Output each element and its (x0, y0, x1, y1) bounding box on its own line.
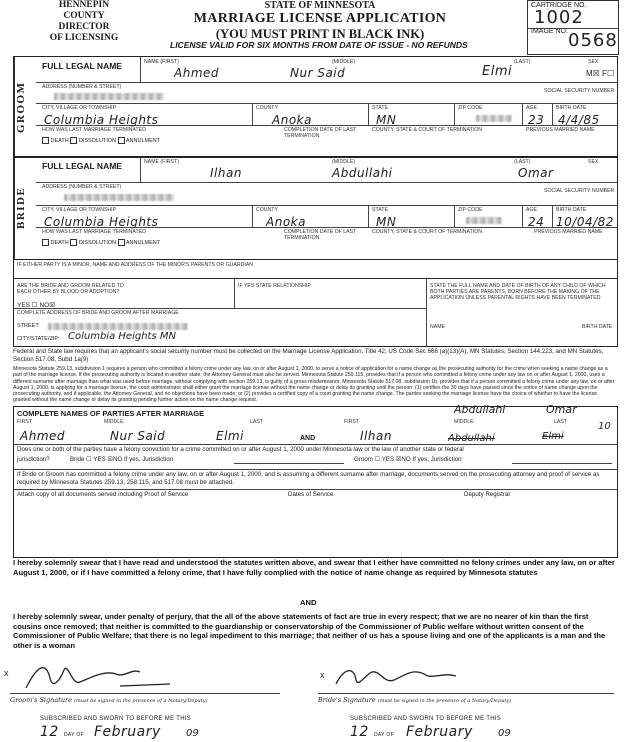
sig-note: (must be signed in the presence of a Notary/Deputy) (377, 698, 512, 704)
groom-sex-label: SEX (588, 59, 599, 65)
after-middle-label: MIDDLE (104, 419, 124, 425)
bride-zip-label: ZIP CODE (458, 207, 483, 213)
and-separator: AND (300, 598, 317, 607)
divider (36, 227, 617, 228)
bride-subscribed: SUBSCRIBED AND SWORN TO BEFORE ME THIS (350, 716, 502, 722)
groom-county-label: COUNTY (256, 105, 278, 111)
groom-completion-label: COMPLETION DATE OF LAST TERMINATION (284, 127, 357, 139)
divider (252, 205, 253, 227)
after-last-label: LAST (250, 419, 263, 425)
option-label: DISSOLUTION (78, 239, 117, 246)
bride-city-label: CITY, VILLAGE OR TOWNSHIP (42, 207, 117, 213)
groom-day-of: DAY OF (64, 732, 84, 738)
bride-section (13, 156, 618, 260)
bride-county: Anoka (266, 215, 306, 229)
groom-first-name: Ahmed (174, 66, 220, 80)
relationship-label: IF YES STATE RELATIONSHIP (238, 283, 311, 289)
checkbox[interactable] (118, 137, 125, 144)
divider (14, 489, 617, 490)
bride-first-label: NAME (FIRST) (144, 159, 179, 165)
divider (234, 278, 235, 308)
bride-new-first: Ilhan (360, 429, 392, 443)
divider (36, 103, 617, 104)
county-line: OF LICENSING (49, 33, 119, 43)
county-line: COUNTY (63, 11, 105, 21)
state-name: STATE OF MINNESOTA (264, 0, 376, 11)
groom-year: 09 (186, 728, 199, 739)
after-marriage-block (13, 403, 618, 558)
divider (426, 278, 427, 346)
groom-new-middle: Nur Said (110, 429, 166, 443)
groom-side-label: GROOM (14, 57, 37, 157)
divider (522, 103, 523, 125)
divider (454, 103, 455, 125)
form-title: MARRIAGE LICENSE APPLICATION (193, 11, 447, 26)
after-city: Columbia Heights MN (68, 331, 176, 342)
bride-ssn-label: SOCIAL SECURITY NUMBER (544, 188, 615, 194)
bride-age: 24 (528, 215, 545, 229)
bride-term-options (42, 239, 160, 246)
groom-x-mark: x (4, 668, 9, 678)
divider (454, 205, 455, 227)
bride-new-middle-top: Abdullahi (454, 403, 506, 416)
jurisdiction-label: jurisdiction? (17, 456, 50, 463)
groom-middle-label: (MIDDLE) (332, 59, 356, 65)
groom-last-label: (LAST) (514, 59, 531, 65)
deputy-label: Deputy Registrar (464, 491, 511, 498)
cartridge-value: 1002 (534, 7, 584, 28)
after-names-heading: COMPLETE NAMES OF PARTIES AFTER MARRIAGE (17, 409, 205, 418)
relation-block (13, 278, 618, 347)
bride-signature-label (318, 696, 511, 704)
county-line: DIRECTOR (58, 22, 110, 32)
bride-new-last-top: Omar (546, 403, 577, 416)
after-first-label: FIRST (17, 419, 32, 425)
groom-address-redacted (54, 93, 164, 100)
ink-note: (YOU MUST PRINT IN BLACK INK) (215, 27, 425, 41)
child-birth-label: BIRTH DATE (582, 324, 613, 330)
bride-signature (332, 660, 482, 696)
bride-state-label: STATE (372, 207, 388, 213)
bride-felony-options: Bride ☐ YES ☒NO If yes, Jurisdiction (70, 456, 174, 463)
divider (234, 463, 344, 464)
divider (368, 205, 369, 227)
groom-zip-label: ZIP CODE (458, 105, 483, 111)
checkbox[interactable] (42, 239, 49, 246)
bride-side-label: BRIDE (14, 157, 37, 259)
related-yes-no: YES ☐ NO☒ (17, 302, 56, 309)
bride-first-name: Ilhan (210, 166, 242, 180)
groom-birth-label: BIRTH DATE (556, 105, 587, 111)
checkbox[interactable] (118, 239, 125, 246)
groom-subscribed: SUBSCRIBED AND SWORN TO BEFORE ME THIS (40, 716, 192, 722)
county-header (14, 0, 154, 44)
divider (36, 82, 617, 83)
divider (318, 693, 614, 694)
bride-county-term-label: COUNTY, STATE & COURT OF TERMINATION (372, 229, 482, 235)
divider (36, 125, 617, 126)
bride-birth-date: 10/04/82 (556, 215, 614, 229)
groom-last-marriage-label: HOW WAS LAST MARRIAGE TERMINATED (42, 127, 146, 133)
bride-day-of: DAY OF (374, 732, 394, 738)
groom-new-last: Elmi (216, 429, 244, 443)
bride-completion-label: COMPLETION DATE OF LAST TERMINATION (284, 229, 357, 241)
child-name-label: NAME (430, 324, 445, 330)
divider (252, 103, 253, 125)
bride-address-label: ADDRESS (NUMBER & STREET) (42, 184, 122, 190)
divider (14, 308, 426, 309)
bride-new-last-num: 10 (598, 421, 611, 432)
bride-last-name: Omar (518, 166, 554, 180)
groom-sex-check: M☒ F☐ (586, 69, 615, 78)
groom-age: 23 (528, 113, 545, 127)
bride-month: February (406, 724, 473, 740)
groom-month: February (94, 724, 161, 740)
groom-city-label: CITY, VILLAGE OR TOWNSHIP (42, 105, 117, 111)
groom-last-name: Elmi (482, 64, 513, 79)
county-line: HENNEPIN (58, 0, 110, 10)
divider (10, 693, 280, 694)
groom-ssn-label: SOCIAL SECURITY NUMBER (544, 88, 615, 94)
divider (14, 469, 617, 470)
groom-term-options (42, 137, 160, 144)
option-label: ANNULMENT (125, 137, 161, 144)
option-label: DEATH (50, 239, 69, 246)
divider (14, 444, 617, 445)
bride-new-middle: Abdullahi (448, 433, 495, 444)
street-label: STREET: (17, 323, 40, 329)
option-label: DEATH (50, 137, 69, 144)
groom-full-name-label: FULL LEGAL NAME (42, 61, 122, 71)
bride-sex-label: SEX (588, 159, 599, 165)
groom-signature (20, 660, 180, 696)
bride-x-mark: x (320, 670, 325, 680)
bride-state: MN (376, 215, 397, 229)
divider (552, 205, 553, 227)
bride-full-name-label: FULL LEGAL NAME (42, 161, 122, 171)
bride-zip-redacted (466, 217, 502, 224)
cartridge-label: CARTRIDGE NO. (531, 2, 587, 9)
option-label: ANNULMENT (125, 239, 161, 246)
groom-city: Columbia Heights (44, 113, 159, 127)
city-state-zip-label: CITY/STATE/ZIP: (17, 336, 60, 342)
sig-note: (must be signed in the presence of a Notary/Deputy) (74, 698, 208, 704)
cartridge-box (527, 0, 619, 55)
groom-county: Anoka (272, 113, 312, 127)
oath-felony: I hereby solemnly swear that I have read and understood the statutes written above, and swear that I either have committed no felony crimes under any law, on or after August 1, 2000, or if I have committed a felony crime, that I have fully complied with the notice of name change as required by Minnesota statutes (13, 558, 615, 577)
bride-new-last-struck: Elmi (542, 431, 564, 442)
after-middle-label-2: MIDDLE (454, 419, 474, 425)
dates-label: Dates of Service (288, 491, 334, 498)
divider (36, 205, 617, 206)
and-label: AND (300, 435, 316, 442)
sig-label: Bride's Signature (318, 696, 376, 704)
street-redacted (48, 323, 188, 330)
bride-middle-label: (MIDDLE) (332, 159, 356, 165)
groom-state-label: STATE (372, 105, 388, 111)
minor-label: IF EITHER PARTY IS A MINOR, NAME AND ADDRESS OF THE MINOR'S PARENTS OR GUARDIAN (17, 262, 253, 268)
minor-row (13, 258, 618, 279)
bride-city: Columbia Heights (44, 215, 159, 229)
ssn-notice: Federal and State law requires that an applicant's social security number must be collected on the Marriage License Application. Title 42, US Code Sec 666 (a)(13)(A), MN Statutes, Section 144.223, and MN Statutes, Section 517.08, Subd 1a(9) (13, 348, 604, 363)
bride-age-label: AGE (526, 207, 537, 213)
divider (552, 103, 553, 125)
bride-year: 09 (498, 728, 511, 739)
signature-area (0, 660, 627, 742)
after-first-label-2: FIRST (344, 419, 359, 425)
bride-birth-label: BIRTH DATE (556, 207, 587, 213)
bride-prev-name-label: PREVIOUS MARRIED NAME (534, 229, 603, 235)
validity-note: LICENSE VALID FOR SIX MONTHS FROM DATE OF ISSUE - NO REFUNDS (170, 40, 468, 50)
divider (522, 205, 523, 227)
groom-felony-options: Groom ☐ YES ☒NO If yes, Jurisdiction (354, 456, 462, 463)
groom-new-first: Ahmed (20, 429, 66, 443)
bride-address-redacted (64, 194, 174, 201)
groom-address-label: ADDRESS (NUMBER & STREET) (42, 84, 122, 90)
bride-last-label: (LAST) (514, 159, 531, 165)
attach-label: Attach copy of all documents served including Proof of Service (17, 491, 189, 498)
served-text: If Bride or Groom has committed a felony crime under any law, on or after August 1, 2000, and is assuming a different surname after marriage, documents served on the prosecuting attorney and proof of service as required by Minnesota Statutes 259.13, 258.115, and 517.08 must be attached. (17, 471, 600, 486)
checkbox[interactable] (70, 137, 77, 144)
groom-age-label: AGE (526, 105, 537, 111)
divider (512, 463, 612, 464)
groom-birth-date: 4/4/85 (558, 113, 600, 127)
oath-perjury: I hereby solemnly swear, under penalty of perjury, that the all of the above statements of fact are true in every respect; that we are no nearer of kin than the first cousins once removed; that neither is committed to the guardianship or conservatorship of the Commissioner of Public welfare without written consent of the Commissioner of Public Welfare; that there is no legal impediment to this marriage; that neither of us has a spouse living and one of the applicants is a man and the other is a woman (13, 612, 606, 650)
groom-prev-name-label: PREVIOUS MARRIED NAME (526, 127, 595, 133)
image-label: IMAGE NO. (531, 28, 568, 35)
image-value: 0568 (568, 30, 618, 51)
bride-middle-name: Abdullahi (332, 166, 393, 180)
after-last-label-2: LAST (554, 419, 567, 425)
groom-state: MN (376, 113, 397, 127)
divider (368, 103, 369, 125)
checkbox[interactable] (70, 239, 77, 246)
bride-last-marriage-label: HOW WAS LAST MARRIAGE TERMINATED (42, 229, 146, 235)
divider (36, 182, 617, 183)
felony-question: Does one or both of the parties have a felony conviction for a crime committed on or after August 1, 2000 under Minnesota law or the law of another state or federal (17, 446, 464, 453)
groom-signature-label (10, 696, 208, 704)
divider (528, 28, 618, 29)
form-title-block (160, 0, 480, 41)
statute-text: Minnesota Statute 259.13, subdivision 1 requires a person who committed a felony crime under any law, on or after August 1, 2000, to serve a notice of application for a name change as the prosecuting authority for the crime when seeking a name change as a part of the marriage license. If the prosecuting authority is located in another state, the Attorney General must also be served. Minnesota Statute 259.115, provides that if a person who committed a felony crime under any law on or after August 1, 2000, uses a different surname after marriage than what was used before marriage, without complying with section 259.13, is guilty of a gross misdemeanor. Minnesota Statute 517.08, subdivision 1b, provides that if a person committed a felony crime under any law, on or after August 1, 2000, is applying for a marriage license, the court administrator shall either grant the marriage license without the name change or delay its granting until the person: (1) certifies the 30 days have passed since the notice of name change upon the prosecuting authority, and if applicable, the Attorney General, and no objections have been made; or (2) provides a certified copy of a court granting the name change. The parties seeking the marriage license have the choice of whether to have the license granted without the name change or delay its granting pending further action on the name change request. (13, 366, 615, 404)
children-label: STATE THE FULL NAME AND DATE OF BIRTH OF ANY CHILD OF WHICH BOTH PARTIES ARE PARENTS, BORN BEFORE THE MAKING OF THE APPLICATION UNLESS PARENTAL RIGHTS HAVE BEEN TERMINATED (430, 283, 606, 301)
groom-zip-redacted (476, 115, 512, 122)
groom-middle-name: Nur Said (290, 66, 346, 80)
divider (140, 57, 141, 82)
checkbox[interactable] (42, 137, 49, 144)
related-label: ARE THE BRIDE AND GROOM RELATED TO EACH OTHER BY BLOOD OR ADOPTION? (17, 283, 124, 295)
groom-day: 12 (40, 724, 59, 740)
groom-section (13, 56, 618, 158)
groom-county-term-label: COUNTY, STATE & COURT OF TERMINATION (372, 127, 482, 133)
option-label: DISSOLUTION (78, 137, 117, 144)
complete-address-label: COMPLETE ADDRESS OF BRIDE AND GROOM AFTER MARRIAGE (17, 310, 179, 316)
sig-label: Groom's Signature (10, 696, 72, 704)
groom-first-label: NAME (FIRST) (144, 59, 179, 65)
bride-county-label: COUNTY (256, 207, 278, 213)
divider (140, 157, 141, 182)
bride-day: 12 (350, 724, 369, 740)
